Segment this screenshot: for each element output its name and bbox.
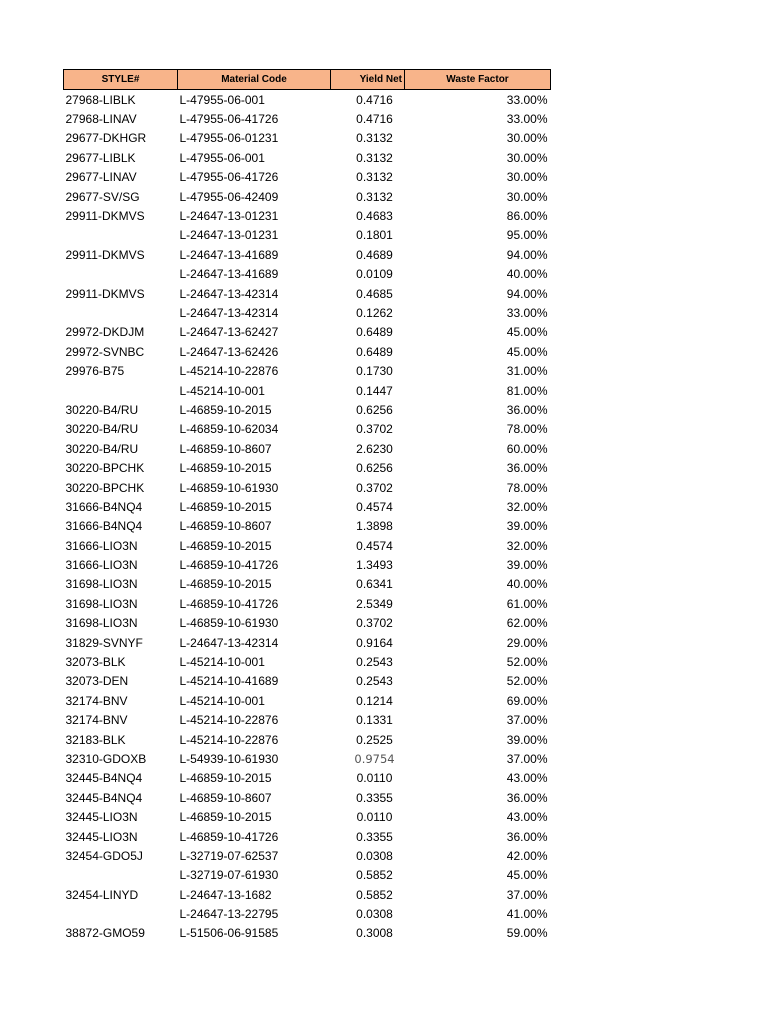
- waste-factor-cell[interactable]: 33.00%: [506, 305, 548, 320]
- style-cell[interactable]: 32454-LINYD: [65, 887, 139, 902]
- table-row: [64, 924, 551, 943]
- yield-net-cell[interactable]: 0.1262: [356, 305, 393, 320]
- style-cell[interactable]: 29972-SVNBC: [65, 344, 145, 359]
- yield-net-cell[interactable]: 0.4716: [356, 92, 393, 107]
- yield-net-cell[interactable]: 0.5852: [356, 868, 393, 883]
- material-code-cell[interactable]: L-46859-10-41726: [179, 829, 279, 844]
- yield-net-cell[interactable]: 0.3702: [356, 616, 393, 631]
- waste-factor-cell[interactable]: 30.00%: [506, 131, 548, 146]
- material-code-cell[interactable]: L-46859-10-61930: [179, 480, 279, 495]
- yield-net-cell[interactable]: 0.2543: [356, 674, 393, 689]
- yield-net-cell[interactable]: 0.0110: [356, 810, 393, 825]
- yield-net-cell[interactable]: 0.4574: [356, 499, 393, 514]
- style-cell[interactable]: [64, 381, 178, 400]
- material-code-cell[interactable]: L-46859-10-2015: [179, 461, 272, 476]
- waste-factor-cell[interactable]: 33.00%: [506, 112, 548, 127]
- style-cell[interactable]: 27968-LIBLK: [65, 92, 136, 107]
- waste-factor-cell[interactable]: 37.00%: [506, 713, 548, 728]
- waste-factor-cell[interactable]: 41.00%: [506, 907, 548, 922]
- table-body: [64, 90, 551, 944]
- table-row: [64, 885, 551, 904]
- table-row: [64, 226, 551, 245]
- yield-net-cell[interactable]: 0.3132: [356, 189, 393, 204]
- style-cell[interactable]: 31698-LIO3N: [65, 596, 138, 611]
- material-code-cell[interactable]: L-45214-10-001: [179, 383, 265, 398]
- style-cell[interactable]: 29677-LIBLK: [65, 150, 136, 165]
- yield-net-cell[interactable]: 0.0110: [356, 771, 393, 786]
- yield-net-cell[interactable]: 0.6256: [356, 402, 393, 417]
- table-row: [64, 148, 551, 167]
- material-code-cell[interactable]: L-46859-10-8607: [179, 441, 272, 456]
- yield-net-cell[interactable]: 0.2543: [356, 655, 393, 670]
- yield-net-cell[interactable]: 0.4689: [356, 247, 393, 262]
- yield-net-cell[interactable]: 0.6489: [356, 344, 393, 359]
- yield-net-cell[interactable]: 0.3355: [356, 829, 393, 844]
- yield-net-cell[interactable]: 0.3132: [356, 170, 393, 185]
- table-row: [64, 187, 551, 206]
- table-row: [64, 420, 551, 439]
- style-cell[interactable]: 32454-GDO5J: [65, 848, 143, 863]
- table-row: [64, 458, 551, 477]
- style-cell[interactable]: 29911-DKMVS: [65, 247, 145, 262]
- waste-factor-cell[interactable]: 60.00%: [506, 441, 548, 456]
- material-code-cell[interactable]: L-24647-13-62426: [179, 344, 279, 359]
- material-code-cell[interactable]: L-54939-10-61930: [179, 751, 279, 766]
- waste-factor-cell[interactable]: 52.00%: [506, 674, 548, 689]
- style-cell[interactable]: [64, 226, 178, 245]
- style-cell[interactable]: 29911-DKMVS: [65, 286, 145, 301]
- yield-net-cell[interactable]: 0.0308: [356, 848, 393, 863]
- yield-net-cell[interactable]: 0.3702: [356, 480, 393, 495]
- waste-factor-cell[interactable]: 94.00%: [506, 286, 548, 301]
- table-row: [64, 672, 551, 691]
- material-code-cell[interactable]: L-46859-10-2015: [179, 499, 272, 514]
- style-cell[interactable]: 31698-LIO3N: [65, 577, 138, 592]
- waste-factor-cell[interactable]: 42.00%: [506, 848, 548, 863]
- style-cell[interactable]: 31698-LIO3N: [65, 616, 138, 631]
- waste-factor-cell[interactable]: 43.00%: [506, 771, 548, 786]
- style-cell[interactable]: 29972-DKDJM: [65, 325, 145, 340]
- yield-net-cell[interactable]: 0.3008: [356, 926, 393, 941]
- waste-factor-cell[interactable]: 69.00%: [506, 693, 548, 708]
- material-code-cell[interactable]: L-47955-06-41726: [179, 170, 279, 185]
- waste-factor-cell[interactable]: 61.00%: [506, 596, 548, 611]
- yield-net-cell[interactable]: 1.3898: [356, 519, 393, 534]
- material-code-cell[interactable]: L-46859-10-41726: [179, 558, 279, 573]
- waste-factor-cell[interactable]: 95.00%: [506, 228, 548, 243]
- yield-net-cell[interactable]: 0.6489: [356, 325, 393, 340]
- style-cell[interactable]: 32310-GDOXB: [65, 751, 147, 766]
- style-cell[interactable]: 32174-BNV: [65, 693, 128, 708]
- waste-factor-cell[interactable]: 45.00%: [506, 344, 548, 359]
- style-cell[interactable]: 32073-BLK: [65, 655, 126, 670]
- table-row: [64, 284, 551, 303]
- style-cell[interactable]: 29677-DKHGR: [65, 131, 147, 146]
- header-waste-factor[interactable]: Waste Factor: [405, 70, 551, 90]
- material-code-cell[interactable]: L-47955-06-42409: [179, 189, 279, 204]
- style-cell[interactable]: 31666-B4NQ4: [65, 519, 143, 534]
- waste-factor-cell[interactable]: 52.00%: [506, 655, 548, 670]
- waste-factor-cell[interactable]: 30.00%: [506, 170, 548, 185]
- style-cell[interactable]: 31829-SVNYF: [65, 635, 143, 650]
- style-cell[interactable]: 31666-LIO3N: [65, 558, 138, 573]
- waste-factor-cell[interactable]: 78.00%: [506, 480, 548, 495]
- waste-factor-cell[interactable]: 30.00%: [506, 150, 548, 165]
- material-code-cell[interactable]: L-24647-13-42314: [179, 635, 279, 650]
- header-yield-net[interactable]: Yield Net: [331, 70, 405, 90]
- material-code-cell[interactable]: L-46859-10-2015: [179, 538, 272, 553]
- waste-factor-cell[interactable]: 31.00%: [506, 364, 548, 379]
- table-row: [64, 497, 551, 516]
- material-code-cell[interactable]: L-45214-10-41689: [179, 674, 279, 689]
- style-cell[interactable]: 30220-BPCHK: [65, 480, 145, 495]
- table-row: [64, 517, 551, 536]
- table-row: [64, 846, 551, 865]
- material-code-cell[interactable]: L-46859-10-2015: [179, 771, 272, 786]
- waste-factor-cell[interactable]: 32.00%: [506, 538, 548, 553]
- material-code-cell[interactable]: L-46859-10-41726: [179, 596, 279, 611]
- waste-factor-cell[interactable]: 62.00%: [506, 616, 548, 631]
- table-row: [64, 866, 551, 885]
- yield-net-cell[interactable]: 2.6230: [356, 441, 393, 456]
- waste-factor-cell[interactable]: 36.00%: [506, 790, 548, 805]
- material-code-cell[interactable]: L-46859-10-2015: [179, 402, 272, 417]
- yield-net-cell[interactable]: 0.4574: [356, 538, 393, 553]
- table-row: [64, 265, 551, 284]
- style-cell[interactable]: 32445-B4NQ4: [65, 771, 143, 786]
- style-cell[interactable]: 32445-LIO3N: [65, 829, 138, 844]
- yield-net-cell[interactable]: 0.4683: [356, 209, 393, 224]
- waste-factor-cell[interactable]: 29.00%: [506, 635, 548, 650]
- yield-net-cell[interactable]: 0.1214: [356, 693, 393, 708]
- style-cell[interactable]: 30220-B4/RU: [65, 441, 139, 456]
- material-code-cell[interactable]: L-24647-13-01231: [179, 209, 279, 224]
- waste-factor-cell[interactable]: 36.00%: [506, 402, 548, 417]
- yield-net-cell[interactable]: 0.6256: [356, 461, 393, 476]
- waste-factor-cell[interactable]: 33.00%: [506, 92, 548, 107]
- waste-factor-cell[interactable]: 39.00%: [506, 519, 548, 534]
- material-code-cell[interactable]: L-32719-07-62537: [179, 848, 279, 863]
- yield-net-cell[interactable]: 0.3702: [356, 422, 393, 437]
- table-row: [64, 769, 551, 788]
- waste-factor-cell[interactable]: 40.00%: [506, 577, 548, 592]
- material-code-cell[interactable]: L-24647-13-1682: [179, 887, 272, 902]
- table-row: [64, 691, 551, 710]
- table-row: [64, 439, 551, 458]
- yield-net-cell[interactable]: 0.4716: [356, 112, 393, 127]
- style-cell[interactable]: 29976-B75: [65, 364, 125, 379]
- yield-net-cell[interactable]: 0.3132: [356, 131, 393, 146]
- table-row: [64, 536, 551, 555]
- table-row: [64, 652, 551, 671]
- style-cell[interactable]: 30220-BPCHK: [65, 461, 145, 476]
- style-cell[interactable]: [64, 866, 178, 885]
- yield-net-cell[interactable]: 2.5349: [356, 596, 393, 611]
- material-code-cell[interactable]: L-45214-10-22876: [179, 364, 279, 379]
- material-code-cell[interactable]: L-47955-06-41726: [179, 112, 279, 127]
- yield-net-cell[interactable]: 0.1730: [356, 364, 393, 379]
- yield-net-cell[interactable]: 0.9754: [354, 751, 395, 766]
- material-code-cell[interactable]: L-24647-13-42314: [179, 305, 279, 320]
- material-code-cell[interactable]: L-46859-10-8607: [179, 790, 272, 805]
- waste-factor-cell[interactable]: 94.00%: [506, 247, 548, 262]
- waste-factor-cell[interactable]: 39.00%: [506, 558, 548, 573]
- material-code-cell[interactable]: L-45214-10-001: [179, 655, 265, 670]
- style-cell[interactable]: 32183-BLK: [65, 732, 126, 747]
- waste-factor-cell[interactable]: 81.00%: [506, 383, 548, 398]
- yield-net-cell[interactable]: 0.5852: [356, 887, 393, 902]
- materials-table: [63, 69, 551, 943]
- waste-factor-cell[interactable]: 78.00%: [506, 422, 548, 437]
- material-code-cell[interactable]: L-47955-06-001: [179, 150, 265, 165]
- spreadsheet-table-area: [63, 69, 550, 943]
- yield-net-cell[interactable]: 0.0308: [356, 907, 393, 922]
- style-cell[interactable]: 31666-B4NQ4: [65, 499, 143, 514]
- style-cell[interactable]: 30220-B4/RU: [65, 422, 139, 437]
- waste-factor-cell[interactable]: 39.00%: [506, 732, 548, 747]
- table-row: [64, 303, 551, 322]
- table-row: [64, 129, 551, 148]
- material-code-cell[interactable]: L-47955-06-001: [179, 92, 265, 107]
- table-row: [64, 633, 551, 652]
- material-code-cell[interactable]: L-46859-10-61930: [179, 616, 279, 631]
- material-code-cell[interactable]: L-46859-10-62034: [179, 422, 279, 437]
- yield-net-cell[interactable]: 0.1447: [356, 383, 393, 398]
- yield-net-cell[interactable]: 0.3132: [356, 150, 393, 165]
- yield-net-cell[interactable]: 0.1331: [356, 713, 393, 728]
- table-row: [64, 749, 551, 768]
- header-style[interactable]: STYLE#: [64, 70, 178, 90]
- yield-net-cell[interactable]: 0.9164: [356, 635, 393, 650]
- style-cell[interactable]: 30220-B4/RU: [65, 402, 139, 417]
- table-row: [64, 90, 551, 110]
- yield-net-cell[interactable]: 0.1801: [356, 228, 393, 243]
- yield-net-cell[interactable]: 1.3493: [356, 558, 393, 573]
- table-row: [64, 342, 551, 361]
- table-row: [64, 109, 551, 128]
- style-cell[interactable]: 32073-DEN: [65, 674, 129, 689]
- style-cell[interactable]: 29677-SV/SG: [65, 189, 140, 204]
- material-code-cell[interactable]: L-24647-13-42314: [179, 286, 279, 301]
- table-row: [64, 245, 551, 264]
- style-cell[interactable]: [64, 265, 178, 284]
- header-row: [64, 70, 551, 90]
- material-code-cell[interactable]: L-24647-13-62427: [179, 325, 279, 340]
- style-cell[interactable]: 32445-B4NQ4: [65, 790, 143, 805]
- table-row: [64, 904, 551, 923]
- yield-net-cell[interactable]: 0.0109: [356, 267, 393, 282]
- table-row: [64, 400, 551, 419]
- material-code-cell[interactable]: L-47955-06-01231: [179, 131, 279, 146]
- waste-factor-cell[interactable]: 59.00%: [506, 926, 548, 941]
- table-row: [64, 594, 551, 613]
- material-code-cell[interactable]: L-24647-13-41689: [179, 247, 279, 262]
- table-row: [64, 614, 551, 633]
- waste-factor-cell[interactable]: 40.00%: [506, 267, 548, 282]
- table-row: [64, 206, 551, 225]
- waste-factor-cell[interactable]: 45.00%: [506, 325, 548, 340]
- material-code-cell[interactable]: L-46859-10-2015: [179, 577, 272, 592]
- waste-factor-cell[interactable]: 32.00%: [506, 499, 548, 514]
- yield-net-cell[interactable]: 0.2525: [356, 732, 393, 747]
- waste-factor-cell[interactable]: 45.00%: [506, 868, 548, 883]
- waste-factor-cell[interactable]: 86.00%: [506, 209, 548, 224]
- material-code-cell[interactable]: L-46859-10-2015: [179, 810, 272, 825]
- style-cell[interactable]: [64, 904, 178, 923]
- style-cell[interactable]: 32174-BNV: [65, 713, 128, 728]
- table-row: [64, 807, 551, 826]
- table-row: [64, 478, 551, 497]
- table-row: [64, 381, 551, 400]
- waste-factor-cell[interactable]: 43.00%: [506, 810, 548, 825]
- style-cell[interactable]: 31666-LIO3N: [65, 538, 138, 553]
- waste-factor-cell[interactable]: 30.00%: [506, 189, 548, 204]
- yield-net-cell[interactable]: 0.3355: [356, 790, 393, 805]
- material-code-cell[interactable]: L-24647-13-01231: [179, 228, 279, 243]
- table-row: [64, 827, 551, 846]
- waste-factor-cell[interactable]: 37.00%: [506, 887, 548, 902]
- material-code-cell[interactable]: L-24647-13-41689: [179, 267, 279, 282]
- material-code-cell[interactable]: L-46859-10-8607: [179, 519, 272, 534]
- table-row: [64, 168, 551, 187]
- material-code-cell[interactable]: L-24647-13-22795: [179, 907, 279, 922]
- style-cell[interactable]: 32445-LIO3N: [65, 810, 138, 825]
- header-material-code[interactable]: Material Code: [178, 70, 331, 90]
- material-code-cell[interactable]: L-45214-10-22876: [179, 732, 279, 747]
- yield-net-cell[interactable]: 0.6341: [356, 577, 393, 592]
- waste-factor-cell[interactable]: 37.00%: [506, 751, 548, 766]
- table-row: [64, 730, 551, 749]
- style-cell[interactable]: 29911-DKMVS: [65, 209, 145, 224]
- yield-net-cell[interactable]: 0.4685: [356, 286, 393, 301]
- material-code-cell[interactable]: L-45214-10-22876: [179, 713, 279, 728]
- style-cell[interactable]: 27968-LINAV: [65, 112, 137, 127]
- table-row: [64, 555, 551, 574]
- table-row: [64, 788, 551, 807]
- material-code-cell[interactable]: L-45214-10-001: [179, 693, 265, 708]
- table-row: [64, 575, 551, 594]
- waste-factor-cell[interactable]: 36.00%: [506, 461, 548, 476]
- waste-factor-cell[interactable]: 36.00%: [506, 829, 548, 844]
- table-row: [64, 361, 551, 380]
- table-row: [64, 323, 551, 342]
- material-code-cell[interactable]: L-51506-06-91585: [179, 926, 279, 941]
- style-cell[interactable]: 38872-GMO59: [65, 926, 145, 941]
- table-row: [64, 711, 551, 730]
- style-cell[interactable]: 29677-LINAV: [65, 170, 137, 185]
- style-cell[interactable]: [64, 303, 178, 322]
- material-code-cell[interactable]: L-32719-07-61930: [179, 868, 279, 883]
